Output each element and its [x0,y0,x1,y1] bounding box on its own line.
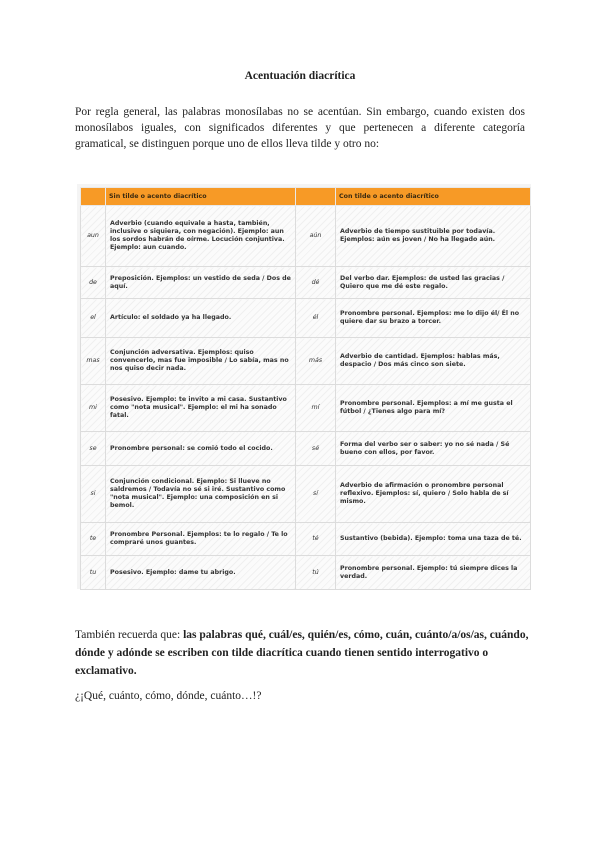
page-title: Acentuación diacrítica [244,70,356,82]
word-with-accent: dé [296,267,336,299]
header-with-accent: Con tilde o acento diacrítico [336,188,531,206]
table-row [81,206,531,267]
intro-paragraph: Por regla general, las palabras monosílabas no se acentúan. Sin embargo, cuando existen dos monosílabos iguales, con significados diferentes y que pertenecen a diferente categoría gramatical, se distinguen porque uno de ellos lleva tilde y otro no: [75,106,525,150]
closing-paragraph [75,626,530,680]
table-row [81,267,531,299]
table-row [81,432,531,466]
definition-with-accent: Sustantivo (bebida). Ejemplo: toma una taza de té. [336,523,531,556]
definition-with-accent: Forma del verbo ser o saber: yo no sé nada / Sé bueno con ellos, por favor. [336,432,531,466]
definition-without-accent: Posesivo. Ejemplo: te invito a mi casa. Sustantivo como "nota musical". Ejemplo: el mi ha sonado fatal. [106,385,296,432]
table-row [81,338,531,385]
word-without-accent: te [81,523,106,556]
word-with-accent: tú [296,556,336,590]
diacritic-table-image [77,184,531,589]
definition-with-accent: Del verbo dar. Ejemplos: de usted las gracias / Quiero que me dé este regalo. [336,267,531,299]
definition-with-accent: Pronombre personal. Ejemplos: me lo dijo él/ Él no quiere dar su brazo a torcer. [336,299,531,338]
header-without-accent: Sin tilde o acento diacrítico [106,188,296,206]
closing-intro-text: También recuerda que: [75,629,184,641]
table-header-row [81,188,531,206]
word-with-accent: él [296,299,336,338]
definition-with-accent: Adverbio de afirmación o pronombre personal reflexivo. Ejemplos: sí, quiero / Solo habla de sí mismo. [336,466,531,523]
word-without-accent: mi [81,385,106,432]
diacritic-table [80,187,531,590]
word-without-accent: aun [81,206,106,267]
header-word-plain [81,188,106,206]
header-word-accented [296,188,336,206]
definition-with-accent: Pronombre personal. Ejemplos: a mí me gusta el fútbol / ¿Tienes algo para mí? [336,385,531,432]
word-without-accent: si [81,466,106,523]
word-with-accent: sé [296,432,336,466]
word-with-accent: más [296,338,336,385]
definition-without-accent: Preposición. Ejemplos: un vestido de seda / Dos de aquí. [106,267,296,299]
table-row [81,556,531,590]
word-with-accent: té [296,523,336,556]
word-without-accent: de [81,267,106,299]
definition-without-accent: Pronombre personal: se comió todo el cocido. [106,432,296,466]
definition-with-accent: Adverbio de cantidad. Ejemplos: hablas más, despacio / Dos más cinco son siete. [336,338,531,385]
word-with-accent: aún [296,206,336,267]
table-row [81,299,531,338]
table-row [81,523,531,556]
word-without-accent: el [81,299,106,338]
word-with-accent: sí [296,466,336,523]
definition-without-accent: Conjunción condicional. Ejemplo: Si llueve no saldremos / Todavía no sé si iré. Sustantivo como "nota musical". Ejemplo: una composición en si bemol. [106,466,296,523]
definition-without-accent: Pronombre Personal. Ejemplos: te lo regalo / Te lo compraré unos guantes. [106,523,296,556]
closing-bold-text: las palabras qué, cuál/es, quién/es, cómo, cuán, cuánto/a/os/as, cuándo, dónde y adónde se escriben con tilde diacrítica cuando tienen sentido interrogativo o exclamativo. [75,629,529,677]
word-without-accent: tu [81,556,106,590]
definition-without-accent: Adverbio (cuando equivale a hasta, también, inclusive o siquiera, con negación). Ejemplo: aun los sordos habrán de oírme. Locución conjuntiva. Ejemplo: aun cuando. [106,206,296,267]
definition-without-accent: Posesivo. Ejemplo: dame tu abrigo. [106,556,296,590]
word-with-accent: mí [296,385,336,432]
table-row [81,385,531,432]
word-without-accent: mas [81,338,106,385]
example-exclamation-line: ¿¡Qué, cuánto, cómo, dónde, cuánto…!? [75,690,262,702]
definition-without-accent: Conjunción adversativa. Ejemplos: quiso convencerlo, mas fue imposible / Lo sabía, mas no nos quiso decir nada. [106,338,296,385]
word-without-accent: se [81,432,106,466]
definition-with-accent: Pronombre personal. Ejemplo: tú siempre dices la verdad. [336,556,531,590]
definition-with-accent: Adverbio de tiempo sustituible por todavía. Ejemplos: aún es joven / No ha llegado aún. [336,206,531,267]
table-row [81,466,531,523]
definition-without-accent: Artículo: el soldado ya ha llegado. [106,299,296,338]
